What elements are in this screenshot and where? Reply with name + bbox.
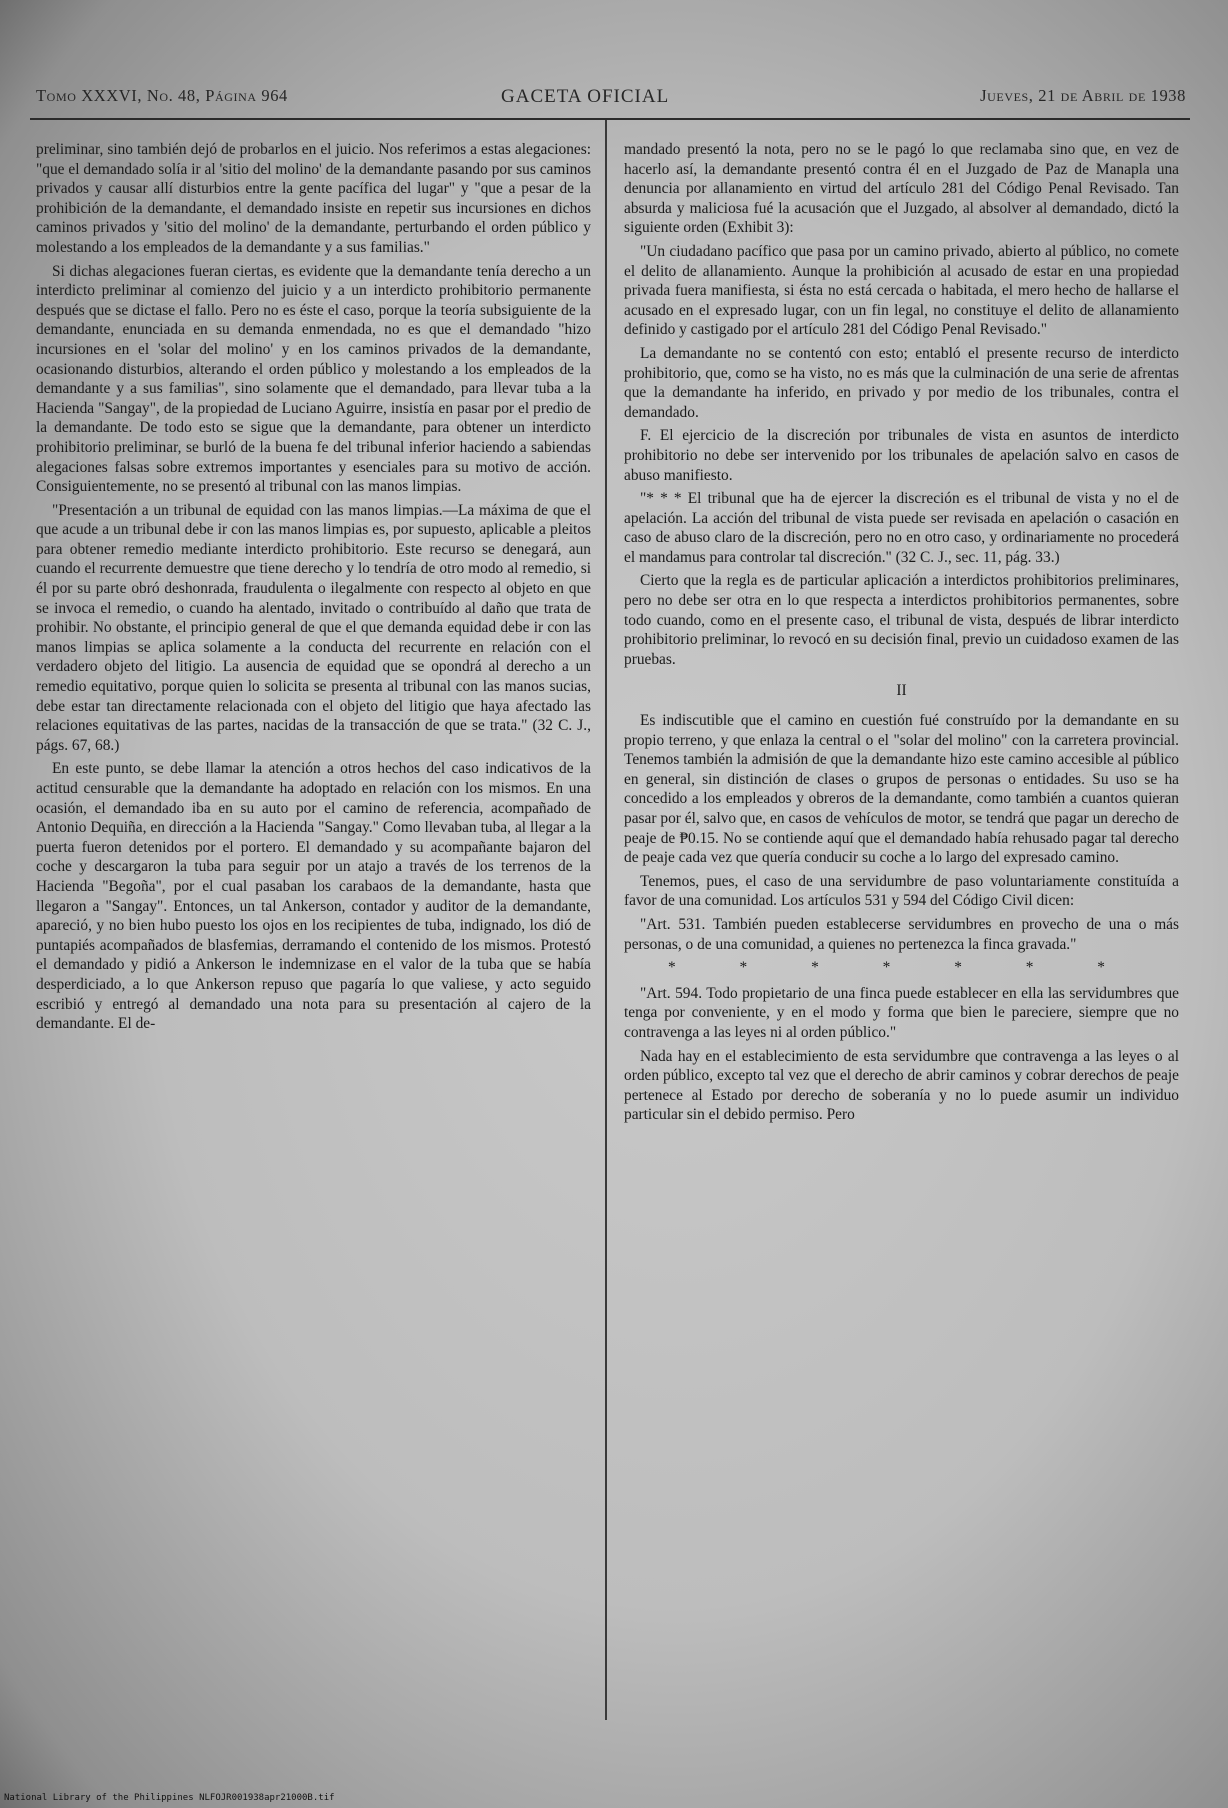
paragraph-article: "Art. 594. Todo propietario de una finca puede establecer en ella las servidumbres que tenga por conveniente, y en el modo y forma que bien le pareciere, siempre que no contravenga a las leyes ni al orden público." [624, 984, 1179, 1041]
header-volume: Tomo XXXVI, No. 48, Página 964 [36, 86, 288, 105]
paragraph: Nada hay en el establecimiento de esta servidumbre que contravenga a las leyes o al orden público, excepto tal vez que el derecho de abrir caminos y cobrar derechos de peaje pertenece al Estado por derecho de soberanía y no lo puede asumir un individuo particular sin el debido permiso. Pero [624, 1047, 1179, 1124]
paragraph: Cierto que la regla es de particular aplicación a interdictos prohibitorios preliminares, pero no debe ser otra en lo que respecta a interdictos prohibitorios permanentes, sobre todo cuando, como en el presente caso, el tribunal de vista, después de librar interdicto prohibitorio preliminar, lo revocó en su decisión final, previo un cuidadoso examen de las pruebas. [624, 572, 1179, 668]
paragraph-quote: "Presentación a un tribunal de equidad con las manos limpias.—La máxima de que el que acude a un tribunal debe ir con las manos limpias es, por supuesto, aplicable a pleitos para obtener remedio mediante interdicto prohibitorio. Este recurso se denegará, aun cuando el recurrente demuestre que tiene derecho y lo tendría de otro modo al remedio, si él por su parte obró deshonrada, fraudulenta o ilegalmente con respecto al objeto en que se invoca el remedio, o cuando ha alentado, invitado o contribuído al daño que trata de prohibir. No obstante, el principio general de que el que demanda equidad debe ir con las manos limpias se aplica solamente a la conducta del recurrente en relación con el verdadero objeto del litigio. La ausencia de equidad que se opondrá al derecho a un remedio equitativo, porque quien lo solicita se presenta al tribunal con las manos sucias, debe estar tan directamente relacionada con el objeto del litigio que haya afectado las relaciones equitativas de las partes, nacidas de la transacción de que se trata." (32 C. J., págs. 67, 68.) [36, 501, 591, 754]
paragraph: Si dichas alegaciones fueran ciertas, es evidente que la demandante tenía derecho a un interdicto preliminar al comienzo del juicio y a un interdicto prohibitorio permanente después que se dictase el fallo. Pero no es éste el caso, porque la teoría subsiguiente de la demandante, enunciada en su demanda enmendada, no es que el demandado "hizo incursiones en el 'solar del molino' y en los caminos privados de la demandante, ocasionando disturbios, alterando el orden público y molestando a los empleados de la demandante y a sus familias", sino solamente que el demandado, para llevar tuba a la Hacienda "Sangay", de la propiedad de Luciano Aguirre, insistía en pasar por el predio de la demandante. De todo esto se sigue que la demandante, para obtener un interdicto prohibitorio preliminar, se burló de la buena fe del tribunal inferior haciendo a sabiendas alegaciones falsas sobre extremos importantes y esenciales para su motivo de acción. Consiguientemente, no se presentó al tribunal con las manos limpias. [36, 262, 591, 496]
left-column [36, 140, 591, 1725]
paragraph-quote: "* * * El tribunal que ha de ejercer la discreción es el tribunal de vista y no el de apelación. La acción del tribunal de vista puede ser revisada en apelación o casación en caso de abuso claro de la discreción, pero no en otro caso, y ordinariamente no procederá el mandamus para controlar tal discreción." (32 C. J., sec. 11, pág. 33.) [624, 490, 1179, 566]
column-divider [605, 120, 607, 1720]
paragraph-heading: F. El ejercicio de la discreción por tribunales de vista en asuntos de interdicto prohibitorio no debe ser intervenido por los tribunales de apelación salvo en casos de abuso manifiesto. [624, 427, 1179, 484]
paragraph: La demandante no se contentó con esto; entabló el presente recurso de interdicto prohibitorio, que, como se ha visto, no es más que la culminación de una serie de afrentas que la demandante ha inferido, en privado y por medio de los tribunales, contra el demandado. [624, 344, 1179, 421]
scan-footer: National Library of the Philippines NLFOJR001938apr21000B.tif [4, 1793, 335, 1803]
page-header [36, 86, 1186, 112]
right-column [624, 140, 1179, 1725]
paragraph: En este punto, se debe llamar la atención a otros hechos del caso indicativos de la actitud censurable que la demandante ha adoptado en relación con los mismos. En una ocasión, el demandado iba en su auto por el camino de referencia, acompañado de Antonio Dequiña, en dirección a la Hacienda "Sangay." Como llevaban tuba, al llegar a la puerta fueron detenidos por el portero. El demandado y su acompañante bajaron del coche y descargaron la tuba para seguir por un atajo a través de los terrenos de la Hacienda "Begoña", por el cual pasaban los carabaos de la demandante, hasta que llegaron a "Sangay". Entonces, un tal Ankerson, contador y auditor de la demandante, apareció, y no bien hubo puesto los ojos en los recipientes de tuba, indignado, los dió de puntapiés acompañados de blasfemias, derramando el contenido de los mismos. Protestó el demandado y pidió a Ankerson le indemnizase en el valor de la tuba que se había desperdiciado, a lo que Ankerson repuso que pagaría lo que valiese, y acto seguido escribió y entregó al demandado una nota para su presentación al cajero de la demandante. El de- [36, 760, 591, 1033]
header-title: GACETA OFICIAL [501, 86, 670, 107]
section-number: II [896, 682, 907, 700]
paragraph-article: "Art. 531. También pueden establecerse servidumbres en provecho de una o más personas, o de una comunidad, a quienes no pertenezca la finca gravada." [624, 915, 1179, 953]
paragraph-quote: "Un ciudadano pacífico que pasa por un camino privado, abierto al público, no comete el delito de allanamiento. Aunque la prohibición al acusado de estar en una propiedad privada fuera manifiesta, si ésta no está cercada o habitada, el mero hecho de hallarse el acusado en el expresado lugar, con un fin legal, no constituye el delito de allanamiento definido y castigado por el artículo 281 del Código Penal Revisado." [624, 242, 1179, 339]
paragraph: Tenemos, pues, el caso de una servidumbre de paso voluntariamente constituída a favor de una comunidad. Los artículos 531 y 594 del Código Civil dicen: [624, 872, 1179, 910]
header-rule [30, 118, 1190, 120]
paragraph: mandado presentó la nota, pero no se le pagó lo que reclamaba sino que, en vez de hacerlo así, la demandante presentó contra él en el Juzgado de Paz de Manapla una denuncia por allanamiento en virtud del artículo 281 del Código Penal Revisado. Tan absurda y maliciosa fué la acusación que el Juzgado, al absolver al demandado, dictó la siguiente orden (Exhibit 3): [624, 141, 1179, 237]
paragraph: preliminar, sino también dejó de probarlos en el juicio. Nos referimos a estas alegaciones: "que el demandado solía ir al 'sitio del molino' de la demandante pasando por sus caminos privados y causar allí disturbios entre la gente pacífica del lugar" y "que a pesar de la prohibición de la demandante, el demandado insiste en repetir sus incursiones en dichos caminos privados y 'sitio del molino' de la demandante, perturbando el orden público y molestando a los empleados de la demandante y a sus familias." [36, 141, 591, 256]
ellipsis-stars: * * * * * * * [668, 959, 1135, 977]
header-date: Jueves, 21 de Abril de 1938 [980, 86, 1186, 105]
paragraph: Es indiscutible que el camino en cuestión fué construído por la demandante en su propio terreno, y que enlaza la central o el "solar del molino" con la carretera provincial. Tenemos también la admisión de que la demandante hizo este camino accesible al público en general, sin distinción de clases o grupos de personas o entidades. Su uso se ha concedido a los empleados y obreros de la demandante, como también a cuantos quieran pasar por él, salvo que, en casos de vehículos de motor, se tendrá que pagar un derecho de peaje de ₱0.15. No se contiende aquí que el demandado había rehusado pagar tal derecho de peaje cada vez que quería conducir su coche a lo largo del expresado camino. [624, 712, 1179, 867]
